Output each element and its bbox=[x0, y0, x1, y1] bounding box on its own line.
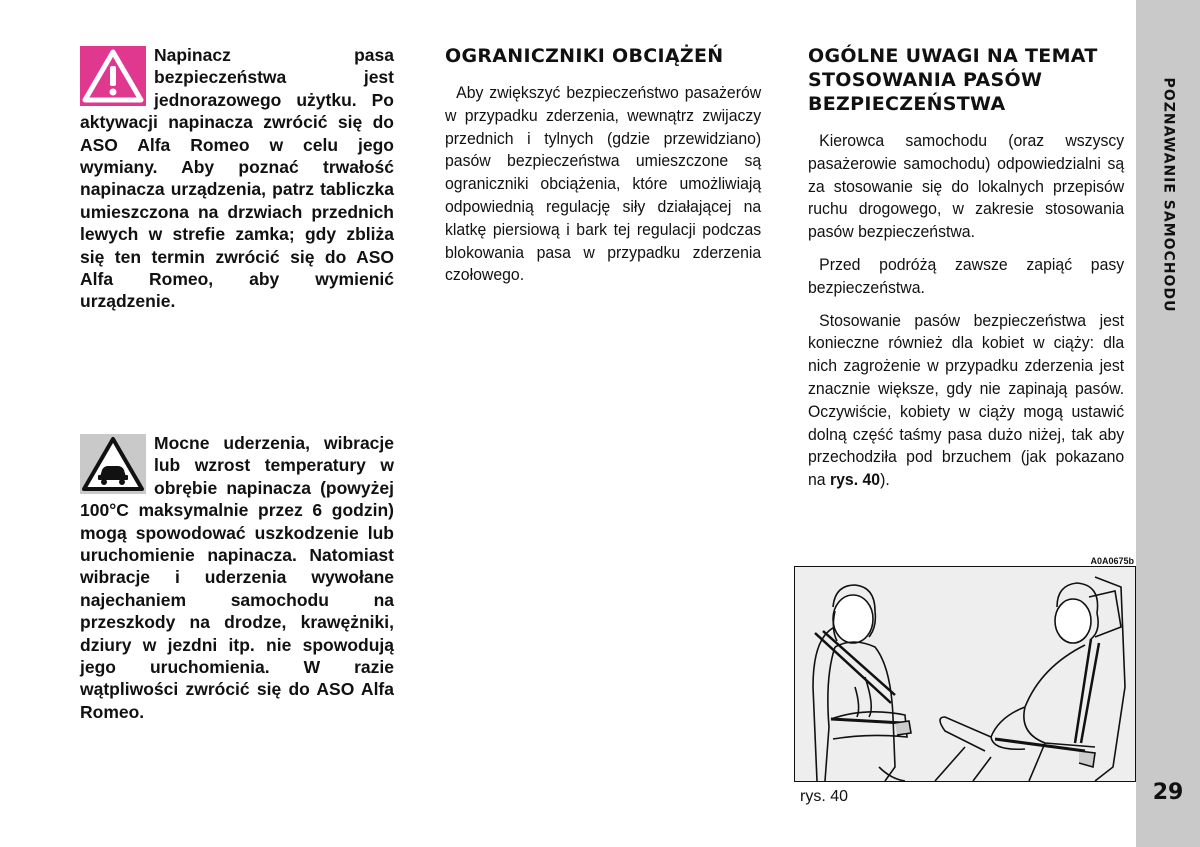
notice-column bbox=[80, 44, 394, 313]
notice-tensioner-single-use bbox=[80, 44, 394, 313]
warning-triangle-icon bbox=[80, 46, 146, 106]
notice-column-second bbox=[80, 432, 394, 723]
figure-code: A0A0675b bbox=[1090, 556, 1134, 566]
car-caution-icon bbox=[80, 434, 146, 494]
notice-text: Mocne uderzenia, wibracje lub wzrost temperatury w obrębie napinacza (powyżej 100°C maksymalnie przez 6 godzin) mogą spowodować uszkodzenie lub uruchomienie napinacza. Natomiast wibracje i uderzenia wywołane najechaniem samochodu na przeszkody na drodze, krawężniki, dziury w jezdni itp. nie spowodują jego uruchomienia. W razie wątpliwości zwrócić się do ASO Alfa Romeo. bbox=[80, 433, 394, 722]
notice-tensioner-damage bbox=[80, 432, 394, 723]
pregnant-woman-seatbelt-illustration bbox=[795, 567, 1135, 781]
notice-text: Napinacz pasa bezpieczeństwa jest jednorazowego użytku. Po aktywacji napinacza zwrócić się do ASO Alfa Romeo w celu jego wymiany. Aby poznać trwałość napinacza urządzenia, patrz tabliczka umieszczona na drzwiach przednich lewych w strefie zamka; gdy zbliża się ten termin zwrócić się do ASO Alfa Romeo, aby wymienić urządzenie. bbox=[80, 45, 394, 312]
paragraph-lead: Stosowanie pasów bezpieczeństwa jest konieczne również dla kobiet w ciąży: dla nich zagrożenie w przypadku zderzenia jest znacznie większe, gdy nie zapinają pasów. Oczywiście, kobiety w ciąży mogą ustawić dolną część taśmy pasa dużo niżej, tak aby przechodziła pod brzuchem (jak pokazano na bbox=[808, 310, 1125, 490]
sidebar-section-label-text: POZNAWANIE SAMOCHODU bbox=[1160, 77, 1177, 313]
figure-caption: rys. 40 bbox=[800, 788, 849, 805]
page-number: 29 bbox=[1152, 780, 1184, 805]
section-title: OGÓLNE UWAGI NA TEMAT STOSOWANIA PASÓW BEZPIECZEŃSTWA bbox=[808, 45, 1098, 115]
section-paragraph: Przed podróżą zawsze zapiąć pasy bezpieczeństwa. bbox=[808, 254, 1125, 297]
section-paragraph-pregnancy bbox=[808, 310, 1124, 492]
paragraph-tail: ). bbox=[880, 470, 890, 490]
section-paragraph: Kierowca samochodu (oraz wszyscy pasażerowie samochodu) odpowiedzialni są za stosowanie się do lokalnych przepisów ruchu drogowego, w zakresie stosowania pasów bezpieczeństwa. bbox=[808, 131, 1125, 242]
figure-reference: rys. 40 bbox=[829, 470, 881, 490]
section-paragraph: Aby zwiększyć bezpieczeństwo pasażerów w przypadku zderzenia, wewnątrz zwijaczy przednich i tylnych (gdzie przewidziano) pasów bezpieczeństwa umieszczone są ograniczniki obciążenia, które umożliwiają odpowiednią regulację siły działającej na klatkę piersiową i bark tej regulacji podczas blokowania pasa w przypadku zderzenia czołowego. bbox=[445, 83, 762, 285]
load-limiters-section bbox=[445, 44, 763, 287]
section-title: OGRANICZNIKI OBCIĄŻEŃ bbox=[445, 45, 724, 67]
figure-frame bbox=[794, 566, 1136, 782]
sidebar-section-label bbox=[1150, 60, 1186, 330]
seatbelt-general-notes-section bbox=[808, 44, 1124, 492]
